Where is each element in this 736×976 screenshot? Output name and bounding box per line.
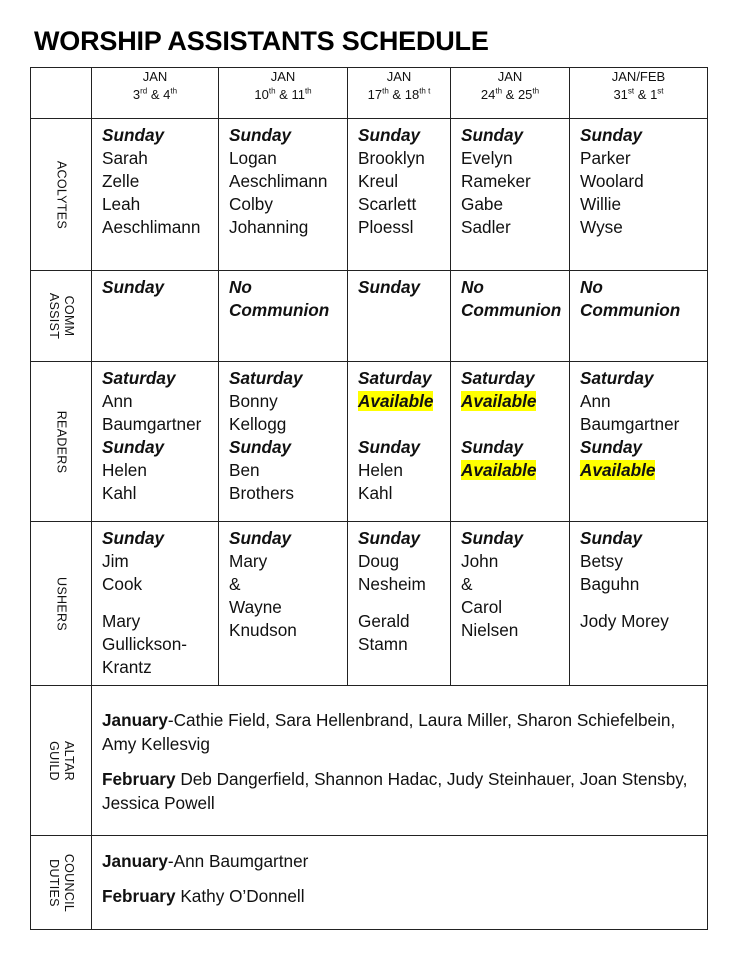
ushers-cell: Sunday Betsy Baguhn Jody Morey <box>570 522 708 686</box>
header-row <box>31 68 708 119</box>
available-badge: Available <box>358 391 434 411</box>
altar-guild-row <box>31 686 708 836</box>
readers-row <box>31 362 708 522</box>
available-badge: Available <box>461 460 537 480</box>
ushers-cell: Sunday John & Carol Nielsen <box>451 522 570 686</box>
readers-cell: Saturday Bonny Kellogg Sunday Ben Brothers <box>219 362 348 522</box>
comm-assist-label-cell <box>31 271 92 362</box>
column-header: JAN 3rd & 4th <box>92 68 219 119</box>
ushers-cell: Sunday Doug Nesheim Gerald Stamn <box>348 522 451 686</box>
readers-cell: Saturday Available Sunday Helen Kahl <box>348 362 451 522</box>
acolytes-label-cell <box>31 119 92 271</box>
acolytes-cell: Sunday Brooklyn Kreul Scarlett Ploessl <box>348 119 451 271</box>
altar-guild-label-cell <box>31 686 92 836</box>
readers-cell: Saturday Available Sunday Available <box>451 362 570 522</box>
readers-cell: Saturday Ann Baumgartner Sunday Available <box>570 362 708 522</box>
column-header: JAN 10th & 11th <box>219 68 348 119</box>
altar-guild-label: ALTAR GUILD <box>47 740 76 781</box>
ushers-cell: Sunday Mary & Wayne Knudson <box>219 522 348 686</box>
acolytes-label: ACOLYTES <box>54 160 69 229</box>
column-header: JAN/FEB 31st & 1st <box>570 68 708 119</box>
readers-label-cell <box>31 362 92 522</box>
acolytes-row <box>31 119 708 271</box>
comm-assist-cell: No Communion <box>451 271 570 362</box>
acolytes-cell: Sunday Parker Woolard Willie Wyse <box>570 119 708 271</box>
available-badge: Available <box>580 460 656 480</box>
available-badge: Available <box>461 391 537 411</box>
altar-guild-cell <box>92 686 708 836</box>
comm-assist-row <box>31 271 708 362</box>
ushers-cell: Sunday Jim Cook Mary Gullickson- Krantz <box>92 522 219 686</box>
council-february: February Kathy O’Donnell <box>102 886 305 906</box>
ushers-label: USHERS <box>54 576 69 631</box>
comm-assist-cell: No Communion <box>219 271 348 362</box>
readers-cell: Saturday Ann Baumgartner Sunday Helen Kahl <box>92 362 219 522</box>
council-duties-label: COUNCIL DUTIES <box>47 853 76 912</box>
altar-guild-february: February Deb Dangerfield, Shannon Hadac, Judy Steinhauer, Joan Stensby, Jessica Powell <box>102 769 688 813</box>
ushers-row <box>31 522 708 686</box>
comm-assist-label: COMM ASSIST <box>47 292 76 340</box>
page-title: WORSHIP ASSISTANTS SCHEDULE <box>34 26 489 56</box>
column-header: JAN 24th & 25th <box>451 68 570 119</box>
acolytes-cell: Sunday Evelyn Rameker Gabe Sadler <box>451 119 570 271</box>
corner-cell <box>31 68 92 119</box>
comm-assist-cell: No Communion <box>570 271 708 362</box>
council-duties-label-cell <box>31 836 92 930</box>
acolytes-cell: Sunday Sarah Zelle Leah Aeschlimann <box>92 119 219 271</box>
council-duties-cell <box>92 836 708 930</box>
schedule-table <box>30 67 708 930</box>
ushers-label-cell <box>31 522 92 686</box>
council-january: January-Ann Baumgartner <box>102 851 309 871</box>
comm-assist-cell: Sunday <box>92 271 219 362</box>
altar-guild-january: January-Cathie Field, Sara Hellenbrand, Laura Miller, Sharon Schiefelbein, Amy Kellesvig <box>102 710 676 754</box>
council-duties-row <box>31 836 708 930</box>
acolytes-cell: Sunday Logan Aeschlimann Colby Johanning <box>219 119 348 271</box>
comm-assist-cell: Sunday <box>348 271 451 362</box>
column-header: JAN 17th & $18^{th t}$ <box>348 68 451 119</box>
readers-label: READERS <box>54 410 69 473</box>
